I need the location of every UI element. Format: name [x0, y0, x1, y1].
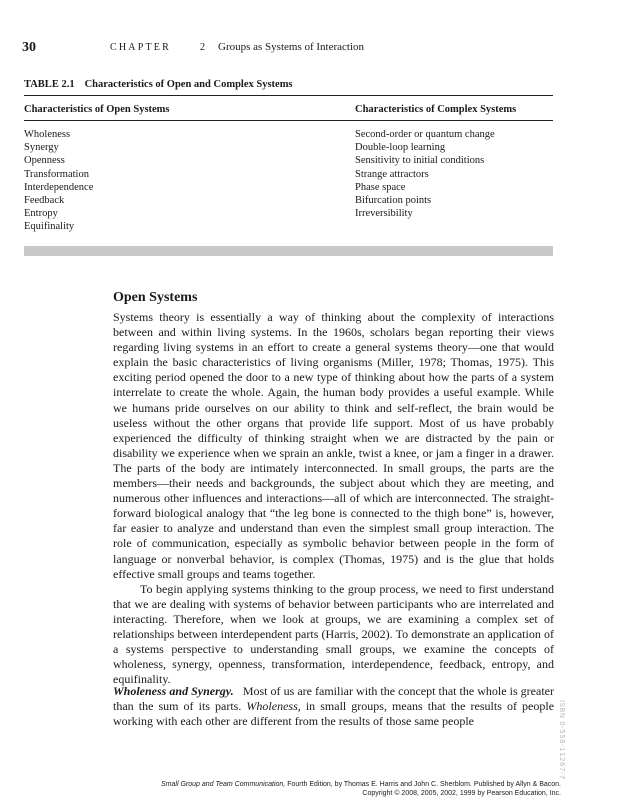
- runin-heading: Wholeness and Synergy.: [113, 684, 234, 698]
- table-cell: Strange attractors: [355, 168, 429, 180]
- table-caption: [24, 79, 293, 90]
- footer-line-2: Copyright © 2008, 2005, 2002, 1999 by Pearson Education, Inc.: [362, 790, 561, 797]
- page-number: 30: [22, 40, 36, 55]
- col1-header: Characteristics of Open Systems: [24, 104, 170, 115]
- paragraph: Systems theory is essentially a way of thinking about the complexity of interactions between and within living systems. In the 1960s, scholars began reporting their views regarding living systems in an effort to create a general systems theory—one that would explain the basic characteristics of living organisms (Miller, 1978; Thomas, 1975). This exciting period opened the door to a new type of thinking about how the parts of a system interrelate to create the whole. Again, the human body provides a useful example. While we humans pride ourselves on our ability to think and self-reflect, the brain would be useless without the other organs that provide life support. Most of us have probably experienced the difficulty of thinking straight when we are distracted by the pain or disability we experience when we sprain an ankle, twist a knee, or jam a finger in a drawer. The parts of the body are intimately interconnected. In small groups, the parts are the members—their needs and backgrounds, the subject about which they are meeting, and numerous other influences and interactions—all of which are interconnected. The straight-forward biological analogy that “the leg bone is connected to the thigh bone” is, however, far easier to analyze and understand than even the simplest small group interaction. The role of communication, especially as symbolic behavior between people in the form of language or nonverbal behavior, is complex (Thomas, 1975) and is the glue that holds effective small groups and teams together.: [113, 310, 554, 581]
- table-bottom-bar: [24, 246, 553, 256]
- table-header-rule: [24, 120, 553, 121]
- table-cell: Openness: [24, 155, 65, 167]
- copyright-footer: [161, 780, 561, 798]
- table-cell: Feedback: [24, 195, 65, 207]
- term: Wholeness,: [246, 699, 301, 714]
- isbn-side-note: ISBN 0-558-11267-7: [558, 700, 566, 780]
- section-heading: Open Systems: [113, 290, 198, 305]
- table-cell: Interdependence: [24, 181, 94, 193]
- chapter-title: Groups as Systems of Interaction: [218, 41, 365, 53]
- table-cell: Transformation: [24, 168, 89, 180]
- subsection: [113, 684, 554, 729]
- footer-line-1: [161, 780, 561, 789]
- text-span: Most of us are familiar with the concept that the whole is greater than the sum of its parts.: [113, 684, 554, 714]
- table-cell: Bifurcation points: [355, 195, 432, 207]
- table-cell: Double-loop learning: [355, 142, 446, 154]
- table-cell: Irreversibility: [355, 208, 413, 220]
- table-cell: Wholeness: [24, 129, 71, 140]
- table-cell: Sensitivity to initial conditions: [355, 155, 485, 167]
- table-number: TABLE 2.1: [24, 79, 75, 90]
- col2-list: [355, 128, 495, 220]
- col2-header: Characteristics of Complex Systems: [355, 104, 517, 115]
- col1-list: [24, 128, 93, 234]
- paragraph: To begin applying systems thinking to the group process, we need to first understand that we are dealing with systems of behavior between participants who are interrelated and interacting. Therefore, when we look at groups, we are examining a complex set of relationships between interdependent parts (Harris, 2002). To demonstrate an application of a systems perspective to understanding small groups, we examine the concepts of wholeness, synergy, openness, transformation, interdependence, feedback, entropy, and equifinality.: [113, 581, 554, 687]
- table-cell: Synergy: [24, 142, 59, 154]
- table-cell: Phase space: [355, 181, 406, 193]
- table-top-rule: [24, 95, 553, 96]
- text-span: in small groups, means that the results of people working with each other are different from the results of those same people: [113, 699, 555, 729]
- table-cell: Equifinality: [24, 221, 75, 233]
- table-cell: Second-order or quantum change: [355, 129, 495, 140]
- paragraph: [113, 684, 554, 729]
- table-cell: Entropy: [24, 208, 58, 220]
- body-text: [113, 310, 554, 687]
- footer-text: Fourth Edition, by Thomas E. Harris and John C. Sherblom. Published by Allyn & Bacon.: [287, 781, 561, 788]
- table-title: Characteristics of Open and Complex Systems: [84, 79, 293, 90]
- book-title: Small Group and Team Communication,: [161, 781, 286, 788]
- chapter-label: CHAPTER: [110, 42, 171, 53]
- running-header: [22, 40, 582, 58]
- chapter-number: 2: [200, 42, 205, 53]
